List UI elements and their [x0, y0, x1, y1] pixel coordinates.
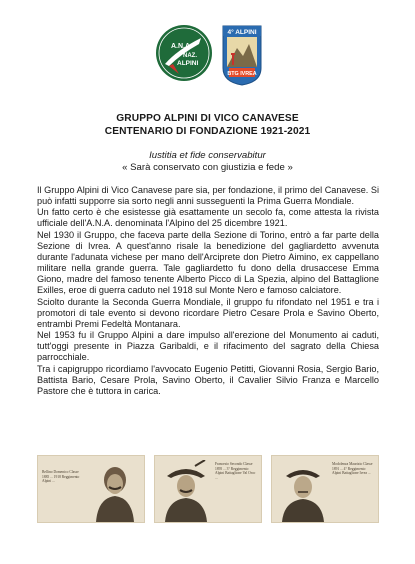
title-line-2: CENTENARIO DI FONDAZIONE 1921-2021 — [104, 126, 311, 137]
paragraph: Nel 1953 fu il Gruppo Alpini a dare impulso all'erezione del Monumento ai caduti, tutt'oggi presente in Piazza Garibaldi, e il rifacimento del sagrato della Chiesa parrocchiale. — [37, 330, 379, 363]
photo-card — [154, 455, 262, 523]
motto-italian: « Sarà conservato con giustizia e fede » — [122, 162, 293, 173]
photo-caption: Bellino Domenico Classe 1885 ... 1918 Reggimento Alpini ... — [42, 470, 80, 484]
ana-logo — [155, 24, 213, 82]
motto — [0, 150, 415, 174]
ana-logo-line2: NAZ. — [183, 53, 197, 59]
paragraph: Nel 1930 il Gruppo, che faceva parte della Sezione di Torino, entrò a far parte della Sezione di Ivrea. A quest'anno risale la benedizione del gagliardetto avvenuta durante l'adunata vichese per mano dell'Arciprete don Pietro Aimino, ex cappellano militare nella grande guerra. Tale gagliardetto fu dono della drusaccese Emma Giono, madre del famoso tenente Alberto Picco di La Spezia, alpino del Battaglione Exilles, eroe di guerra caduto nel 1918 sul Monte Nero e famoso calciatore. — [37, 229, 379, 296]
photo-caption: Francesio Secondo Classe 1895 ... 3° Reggimento Alpini Battaglione Val Orco ... — [215, 462, 256, 480]
historic-photos-row — [37, 455, 379, 523]
body-text — [37, 185, 379, 397]
document-heading — [0, 112, 415, 138]
ana-logo-line1: A.N.A. — [171, 43, 192, 50]
soldier-portrait — [159, 460, 213, 522]
paragraph: Sciolto durante la Seconda Guerra Mondiale, il gruppo fu rifondato nel 1951 e tra i promotori di tale evento si devono ricordare Pietro Cesare Prola e Savino Oberto, entrambi Premi Fedeltà Montanara. — [37, 296, 379, 329]
regiment-badge-top: 4° ALPINI — [227, 29, 257, 36]
regiment-badge — [221, 24, 263, 86]
motto-latin: Iustitia et fide conservabitur — [149, 150, 266, 161]
photo-card — [37, 455, 145, 523]
soldier-portrait — [88, 462, 142, 522]
soldier-portrait — [276, 460, 330, 522]
photo-caption: Modolenza Maurizio Classe 1891 ... 4° Reggimento Alpini Battaglione Ivrea ... — [332, 462, 373, 476]
logos-row — [0, 24, 415, 86]
ana-logo-line3: ALPINI — [177, 60, 199, 67]
paragraph: Un fatto certo è che esistesse già esattamente un secolo fa, come attesta la rivista ufficiale dell'A.N.A. denominata l'Alpino del 25 dicembre 1921. — [37, 207, 379, 229]
regiment-badge-bottom: BTG IVREA — [227, 71, 257, 77]
photo-card — [271, 455, 379, 523]
paragraph: Tra i capigruppo ricordiamo l'avvocato Eugenio Petitti, Giovanni Rosia, Sergio Bario, Battista Bario, Cesare Prola, Savino Oberto, il Cavalier Silvio Franza e Marcello Pastore che è tuttora in carica. — [37, 363, 379, 396]
paragraph: Il Gruppo Alpini di Vico Canavese pare sia, per fondazione, il primo del Canavese. Si può infatti supporre sia sorto negli anni susseguenti la Prima Guerra Mondiale. — [37, 185, 379, 207]
title-line-1: GRUPPO ALPINI DI VICO CANAVESE — [116, 113, 299, 124]
